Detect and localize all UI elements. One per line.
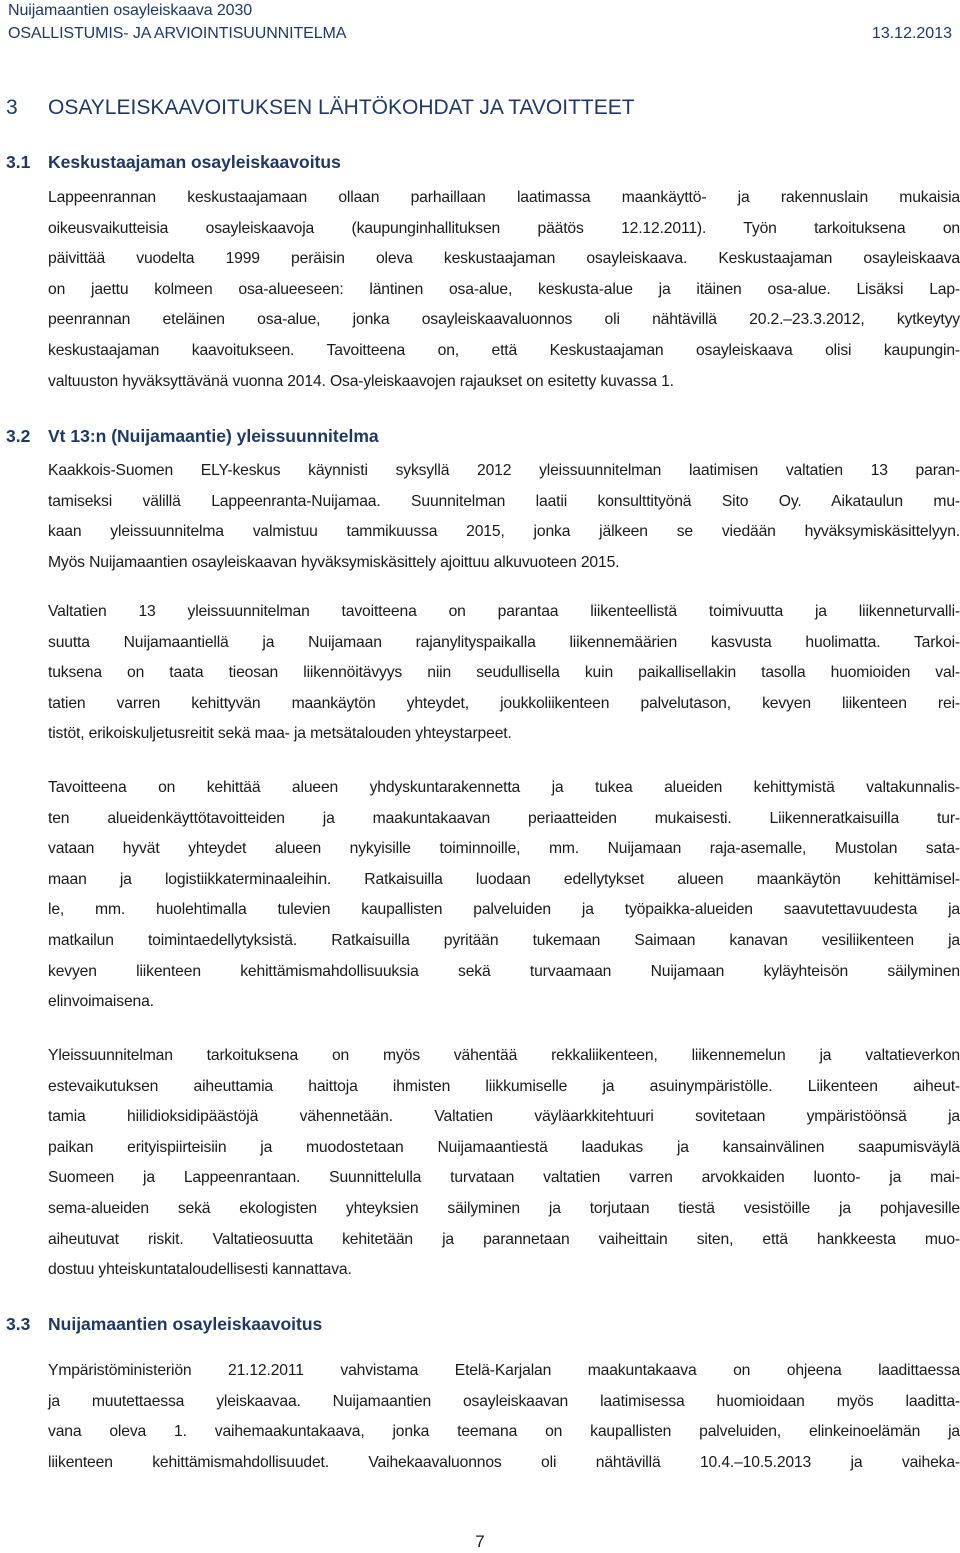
text-line: matkailun toimintaedellytyksistä. Ratkaisuilla pyritään tukemaan Saimaan kanavan vesiliikenteen ja xyxy=(48,931,960,949)
text-line: keskustaajaman kaavoitukseen. Tavoitteena on, että Keskustaajaman osayleiskaava olisi kaupungin- xyxy=(48,341,960,359)
text-line: vana oleva 1. vaihemaakuntakaava, jonka teemana on kaupallisten palveluiden, elinkeinoelämän ja xyxy=(48,1423,960,1441)
text-line: ja muutettaessa yleiskaavaa. Nuijamaantien osayleiskaavan laatimisessa huomioidaan myös laadittа- xyxy=(48,1392,960,1410)
text-line: tistöt, erikoiskuljetusreitit sekä maa- ja metsätalouden yhteystarpeet. xyxy=(48,725,512,743)
text-line: päivittää vuodelta 1999 peräisin oleva keskustaajaman osayleiskaava. Keskustaajaman osayleiskaava xyxy=(48,250,960,268)
paragraph-3-1-1 xyxy=(48,183,960,397)
text-line: estevaikutuksen aiheuttamia haittoja ihmisten liikkumiselle ja asuinympäristölle. Liikenteen aiheut- xyxy=(48,1077,960,1095)
text-line: tamiseksi välillä Lappeenranta-Nuijamaa. Suunnitelman laatii konsulttityönä Sito Oy. Aikataulun mu- xyxy=(48,492,960,510)
text-line: tuksena on taata tieosan liikennöitävyys niin seudullisella kuin paikallisellakin tasolla huomioiden val- xyxy=(48,664,960,682)
section-heading-3-3 xyxy=(6,1314,322,1335)
section-title: Vt 13:n (Nuijamaantie) yleissuunnitelma xyxy=(48,426,379,446)
text-line: vataan hyvät yhteydet alueen nykyisille toiminnoille, mm. Nuijamaan raja-asemalle, Mustolan sata- xyxy=(48,840,960,858)
text-line: kevyen liikenteen kehittämismahdollisuuksia sekä turvaamaan Nuijamaan kyläyhteisön säilyminen xyxy=(48,962,960,980)
text-line: ten alueidenkäyttötavoitteiden ja maakuntakaavan periaatteiden mukaisesti. Liikenneratkaisuilla tur- xyxy=(48,809,960,827)
text-line: Suomeen ja Lappeenrantaan. Suunnittelulla turvataan valtatien varren arvokkaiden luonto- ja mai- xyxy=(48,1169,960,1187)
text-line: Ympäristöministeriön 21.12.2011 vahvistama Etelä-Karjalan maakuntakaava on ohjeena laadittaessa xyxy=(48,1362,960,1379)
text-line: tatien varren kehittyvän maankäytön yhteydet, joukkoliikenteen palvelutason, kevyen liikenteen rei- xyxy=(48,694,960,712)
text-line: sema-alueiden sekä ekologisten yhteyksien säilyminen ja torjutaan tiestä vesistöille ja pohjavesille xyxy=(48,1199,960,1217)
chapter-heading xyxy=(6,96,635,120)
text-line: Kaakkois-Suomen ELY-keskus käynnisti syksyllä 2012 yleissuunnitelman laatimisen valtatien 13 paran- xyxy=(48,462,960,479)
text-line: Tavoitteena on kehittää alueen yhdyskuntarakennetta ja tukea alueiden kehittymistä valtakunnalis- xyxy=(48,779,960,796)
text-line: liikenteen kehittämismahdollisuudet. Vaihekaavaluonnos oli nähtävillä 10.4.–10.5.2013 ja vaiheka- xyxy=(48,1453,960,1471)
section-heading-3-1 xyxy=(6,152,341,173)
text-line: peenrannan eteläinen osa-alue, jonka osayleiskaavaluonnos oli nähtävillä 20.2.–23.3.2012, kytkeytyy xyxy=(48,311,960,329)
header-document-title: Nuijamaantien osayleiskaava 2030 xyxy=(8,2,253,19)
section-number: 3.2 xyxy=(6,426,31,446)
text-line: maan ja logistiikkaterminaaleihin. Ratkaisuilla luodaan edellytykset alueen maankäytön kehittämisel- xyxy=(48,870,960,888)
section-number: 3.3 xyxy=(6,1314,31,1334)
chapter-number: 3 xyxy=(6,96,18,119)
text-line: on jaettu kolmeen osa-alueeseen: läntinen osa-alue, keskusta-alue ja itäinen osa-alue. Lisäksi Lap- xyxy=(48,280,960,298)
text-line: Myös Nuijamaantien osayleiskaavan hyväksymiskäsittely ajoittuu alkuvuoteen 2015. xyxy=(48,553,620,571)
paragraph-3-2-1 xyxy=(48,456,960,578)
text-line: aiheutuvat riskit. Valtatieosuutta kehitetään ja parannetaan vaiheittain siten, että hankkeesta muo- xyxy=(48,1230,960,1248)
header-document-subtitle: OSALLISTUMIS- JA ARVIOINTISUUNNITELMA xyxy=(8,25,347,42)
text-line: tamia hiilidioksidipäästöjä vähennetään. Valtatien väyläarkkitehtuuri sovitetaan ympäristöönsä ja xyxy=(48,1108,960,1126)
chapter-title: OSAYLEISKAAVOITUKSEN LÄHTÖKOHDAT JA TAVOITTEET xyxy=(48,96,635,119)
text-line: oikeusvaikutteisia osayleiskaavoja (kaupunginhallituksen päätös 12.12.2011). Työn tarkoituksena on xyxy=(48,219,960,237)
paragraph-3-2-4 xyxy=(48,1041,960,1286)
section-title: Keskustaajaman osayleiskaavoitus xyxy=(48,152,341,172)
paragraph-3-2-2 xyxy=(48,597,960,750)
text-line: dostuu yhteiskuntataloudellisesti kannattava. xyxy=(48,1261,352,1279)
text-line: le, mm. huolehtimalla tulevien kaupallisten palveluiden ja työpaikka-alueiden saavutettavuudesta ja xyxy=(48,901,960,919)
header-date: 13.12.2013 xyxy=(871,25,952,42)
text-line: paikan erityispiirteisiin ja muodostetaan Nuijamaantiestä laadukas ja kansainvälinen saapumisväylä xyxy=(48,1138,960,1156)
text-line: elinvoimaisena. xyxy=(48,993,154,1011)
text-line: Yleissuunnitelman tarkoituksena on myös vähentää rekkaliikenteen, liikennemelun ja valtatieverkon xyxy=(48,1047,960,1064)
section-number: 3.1 xyxy=(6,152,31,172)
section-title: Nuijamaantien osayleiskaavoitus xyxy=(48,1314,323,1334)
text-line: kaan yleissuunnitelma valmistuu tammikuussa 2015, jonka jälkeen se viedään hyväksymiskäsittelyyn. xyxy=(48,523,960,541)
text-line: suutta Nuijamaantiellä ja Nuijamaan rajanylityspaikalla liikennemäärien kasvusta huolimatta. Tarkoi- xyxy=(48,633,960,651)
text-line: Lappeenrannan keskustaajamaan ollaan parhaillaan laatimassa maankäyttö- ja rakennuslain mukaisia xyxy=(48,189,960,206)
paragraph-3-3-1 xyxy=(48,1356,960,1478)
section-heading-3-2 xyxy=(6,426,379,447)
paragraph-3-2-3 xyxy=(48,773,960,1018)
page-number: 7 xyxy=(475,1532,485,1551)
text-line: valtuuston hyväksyttävänä vuonna 2014. Osa-yleiskaavojen rajaukset on esitetty kuvassa 1. xyxy=(48,372,674,390)
text-line: Valtatien 13 yleissuunnitelman tavoitteena on parantaa liikenteellistä toimivuutta ja liikenneturvalli- xyxy=(48,603,960,620)
